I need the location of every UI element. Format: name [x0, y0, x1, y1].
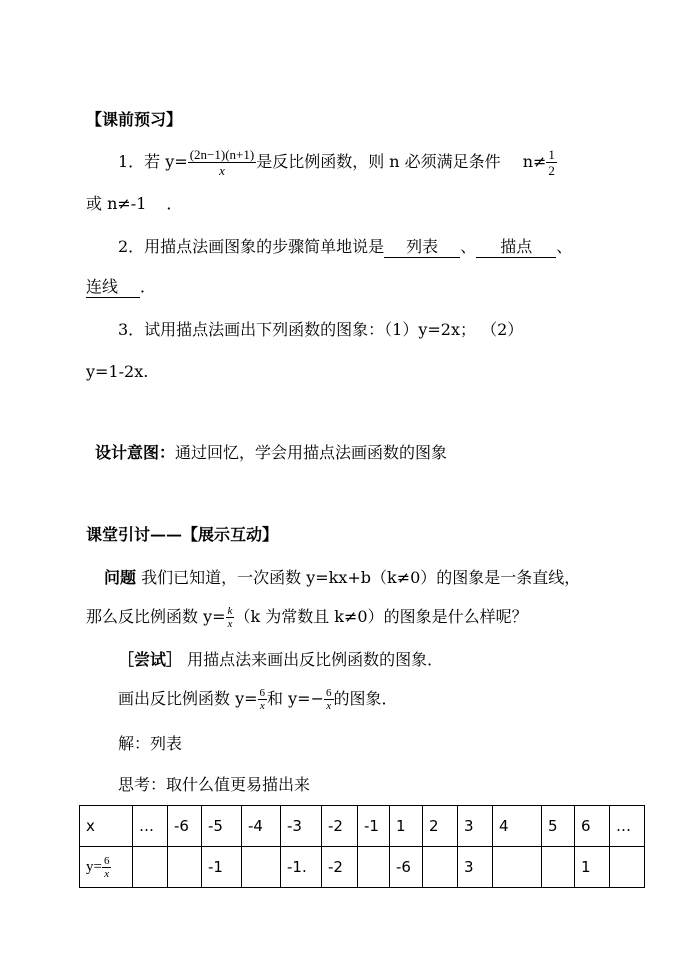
table-cell: 6: [575, 806, 610, 847]
table-cell: -2: [322, 806, 358, 847]
table-header-x: x: [80, 806, 133, 847]
q2-text: 2．用描点法画图象的步骤简单地说是: [118, 237, 385, 256]
table-cell: -1.: [281, 847, 322, 888]
question-2-line-2: [86, 276, 156, 298]
q1-second-answer: 或 n≠-1: [86, 194, 147, 213]
preview-heading: 【课前预习】: [86, 110, 183, 129]
problem-label: 问题: [104, 568, 137, 587]
q2-sep-2: 、: [556, 237, 573, 256]
question-1-line-2: [86, 193, 182, 215]
question-3-line-1: 3．试用描点法画出下列函数的图象：（1）y=2x； （2）: [118, 320, 524, 339]
table-cell: 4: [493, 806, 542, 847]
table-cell: [423, 847, 458, 888]
q1-answer-denominator: 2: [548, 163, 555, 178]
classroom-heading: [86, 524, 278, 546]
draw-fraction-2: [324, 687, 334, 712]
question-3-line-2: y=1-2x.: [86, 362, 149, 381]
draw-fraction-2-denominator: x: [326, 700, 332, 712]
table-row-y: [80, 847, 645, 888]
table-cell: …: [133, 806, 168, 847]
q2-end: ．: [140, 277, 157, 296]
table-cell: [493, 847, 542, 888]
table-header-y-lead: y=: [86, 858, 102, 875]
problem-text-1: 我们已知道，一次函数 y=kx+b（k≠0）的图象是一条直线，: [136, 568, 581, 587]
try-line: [118, 649, 443, 671]
q2-blank-1: 列表: [384, 237, 460, 258]
table-cell: [542, 847, 575, 888]
table-cell: 1: [575, 847, 610, 888]
q1-answer-lead: n≠: [522, 152, 547, 171]
try-text: 用描点法来画出反比例函数的图象．: [182, 650, 444, 669]
table-cell: [168, 847, 202, 888]
problem-line-1: [104, 567, 580, 589]
problem-fraction-denominator: x: [227, 618, 233, 630]
value-table: [79, 805, 645, 888]
table-cell: [242, 847, 281, 888]
table-header-y-denominator: x: [104, 867, 110, 880]
question-2-line-1: [118, 236, 572, 258]
table-cell: -4: [242, 806, 281, 847]
q1-fraction-denominator: x: [219, 163, 225, 178]
classroom-heading-bracket: 【展示互动】: [182, 525, 279, 544]
table-cell: -5: [202, 806, 242, 847]
q1-end: ．: [166, 194, 183, 213]
design-intent: [95, 442, 447, 464]
problem-text-2a: 那么反比例函数 y=: [86, 607, 226, 626]
table-cell: 5: [542, 806, 575, 847]
design-intent-text: 通过回忆，学会用描点法画函数的图象: [175, 443, 448, 462]
q2-blank-3: 连线: [86, 277, 140, 298]
q1-lead: 1．若 y=: [118, 152, 188, 171]
try-label: ［尝试］: [118, 650, 183, 669]
draw-text-c: 的图象．: [333, 689, 398, 708]
table-header-y: [80, 847, 133, 888]
table-header-y-fraction: [102, 855, 112, 880]
table-cell: 3: [458, 847, 493, 888]
draw-fraction-2-numerator: 6: [326, 687, 332, 699]
q2-blank-2: 描点: [476, 237, 556, 258]
classroom-heading-plain: 课堂引讨——: [86, 525, 183, 544]
draw-fraction-1-numerator: 6: [259, 687, 266, 699]
q1-answer-fraction: [546, 147, 557, 178]
table-cell: -6: [390, 847, 423, 888]
table-cell: …: [610, 806, 645, 847]
q2-sep-1: 、: [460, 237, 477, 256]
table-cell: [133, 847, 168, 888]
q1-middle: 是反比例函数，则 n 必须满足条件: [256, 152, 501, 171]
table-cell: -3: [281, 806, 322, 847]
design-intent-label: 设计意图：: [95, 443, 176, 462]
problem-fraction-numerator: k: [227, 605, 233, 617]
table-cell: -1: [358, 806, 390, 847]
table-cell: -1: [202, 847, 242, 888]
draw-fraction-1-denominator: x: [259, 700, 265, 712]
q1-fraction-numerator: (2n−1)(n+1): [189, 147, 255, 162]
table-cell: 1: [390, 806, 423, 847]
draw-text-a: 画出反比例函数 y=: [118, 689, 258, 708]
table-cell: -2: [322, 847, 358, 888]
draw-text-b: 和 y=−: [267, 689, 324, 708]
q1-fraction: [188, 147, 256, 178]
problem-text-2b: （k 为常数且 k≠0）的图象是什么样呢？: [234, 607, 528, 626]
table-cell: 2: [423, 806, 458, 847]
question-1-line-1: [118, 147, 557, 178]
table-row-x: [80, 806, 645, 847]
table-cell: -6: [168, 806, 202, 847]
problem-line-2: [86, 605, 528, 630]
q1-answer-numerator: 1: [548, 147, 555, 162]
think-line: 思考：取什么值更易描出来: [118, 775, 311, 794]
table-cell: [610, 847, 645, 888]
draw-fraction-1: [258, 687, 268, 712]
draw-line: [118, 687, 398, 712]
table-cell: [358, 847, 390, 888]
solve-line: 解：列表: [118, 734, 183, 753]
table-cell: 3: [458, 806, 493, 847]
table-header-y-numerator: 6: [103, 854, 110, 867]
